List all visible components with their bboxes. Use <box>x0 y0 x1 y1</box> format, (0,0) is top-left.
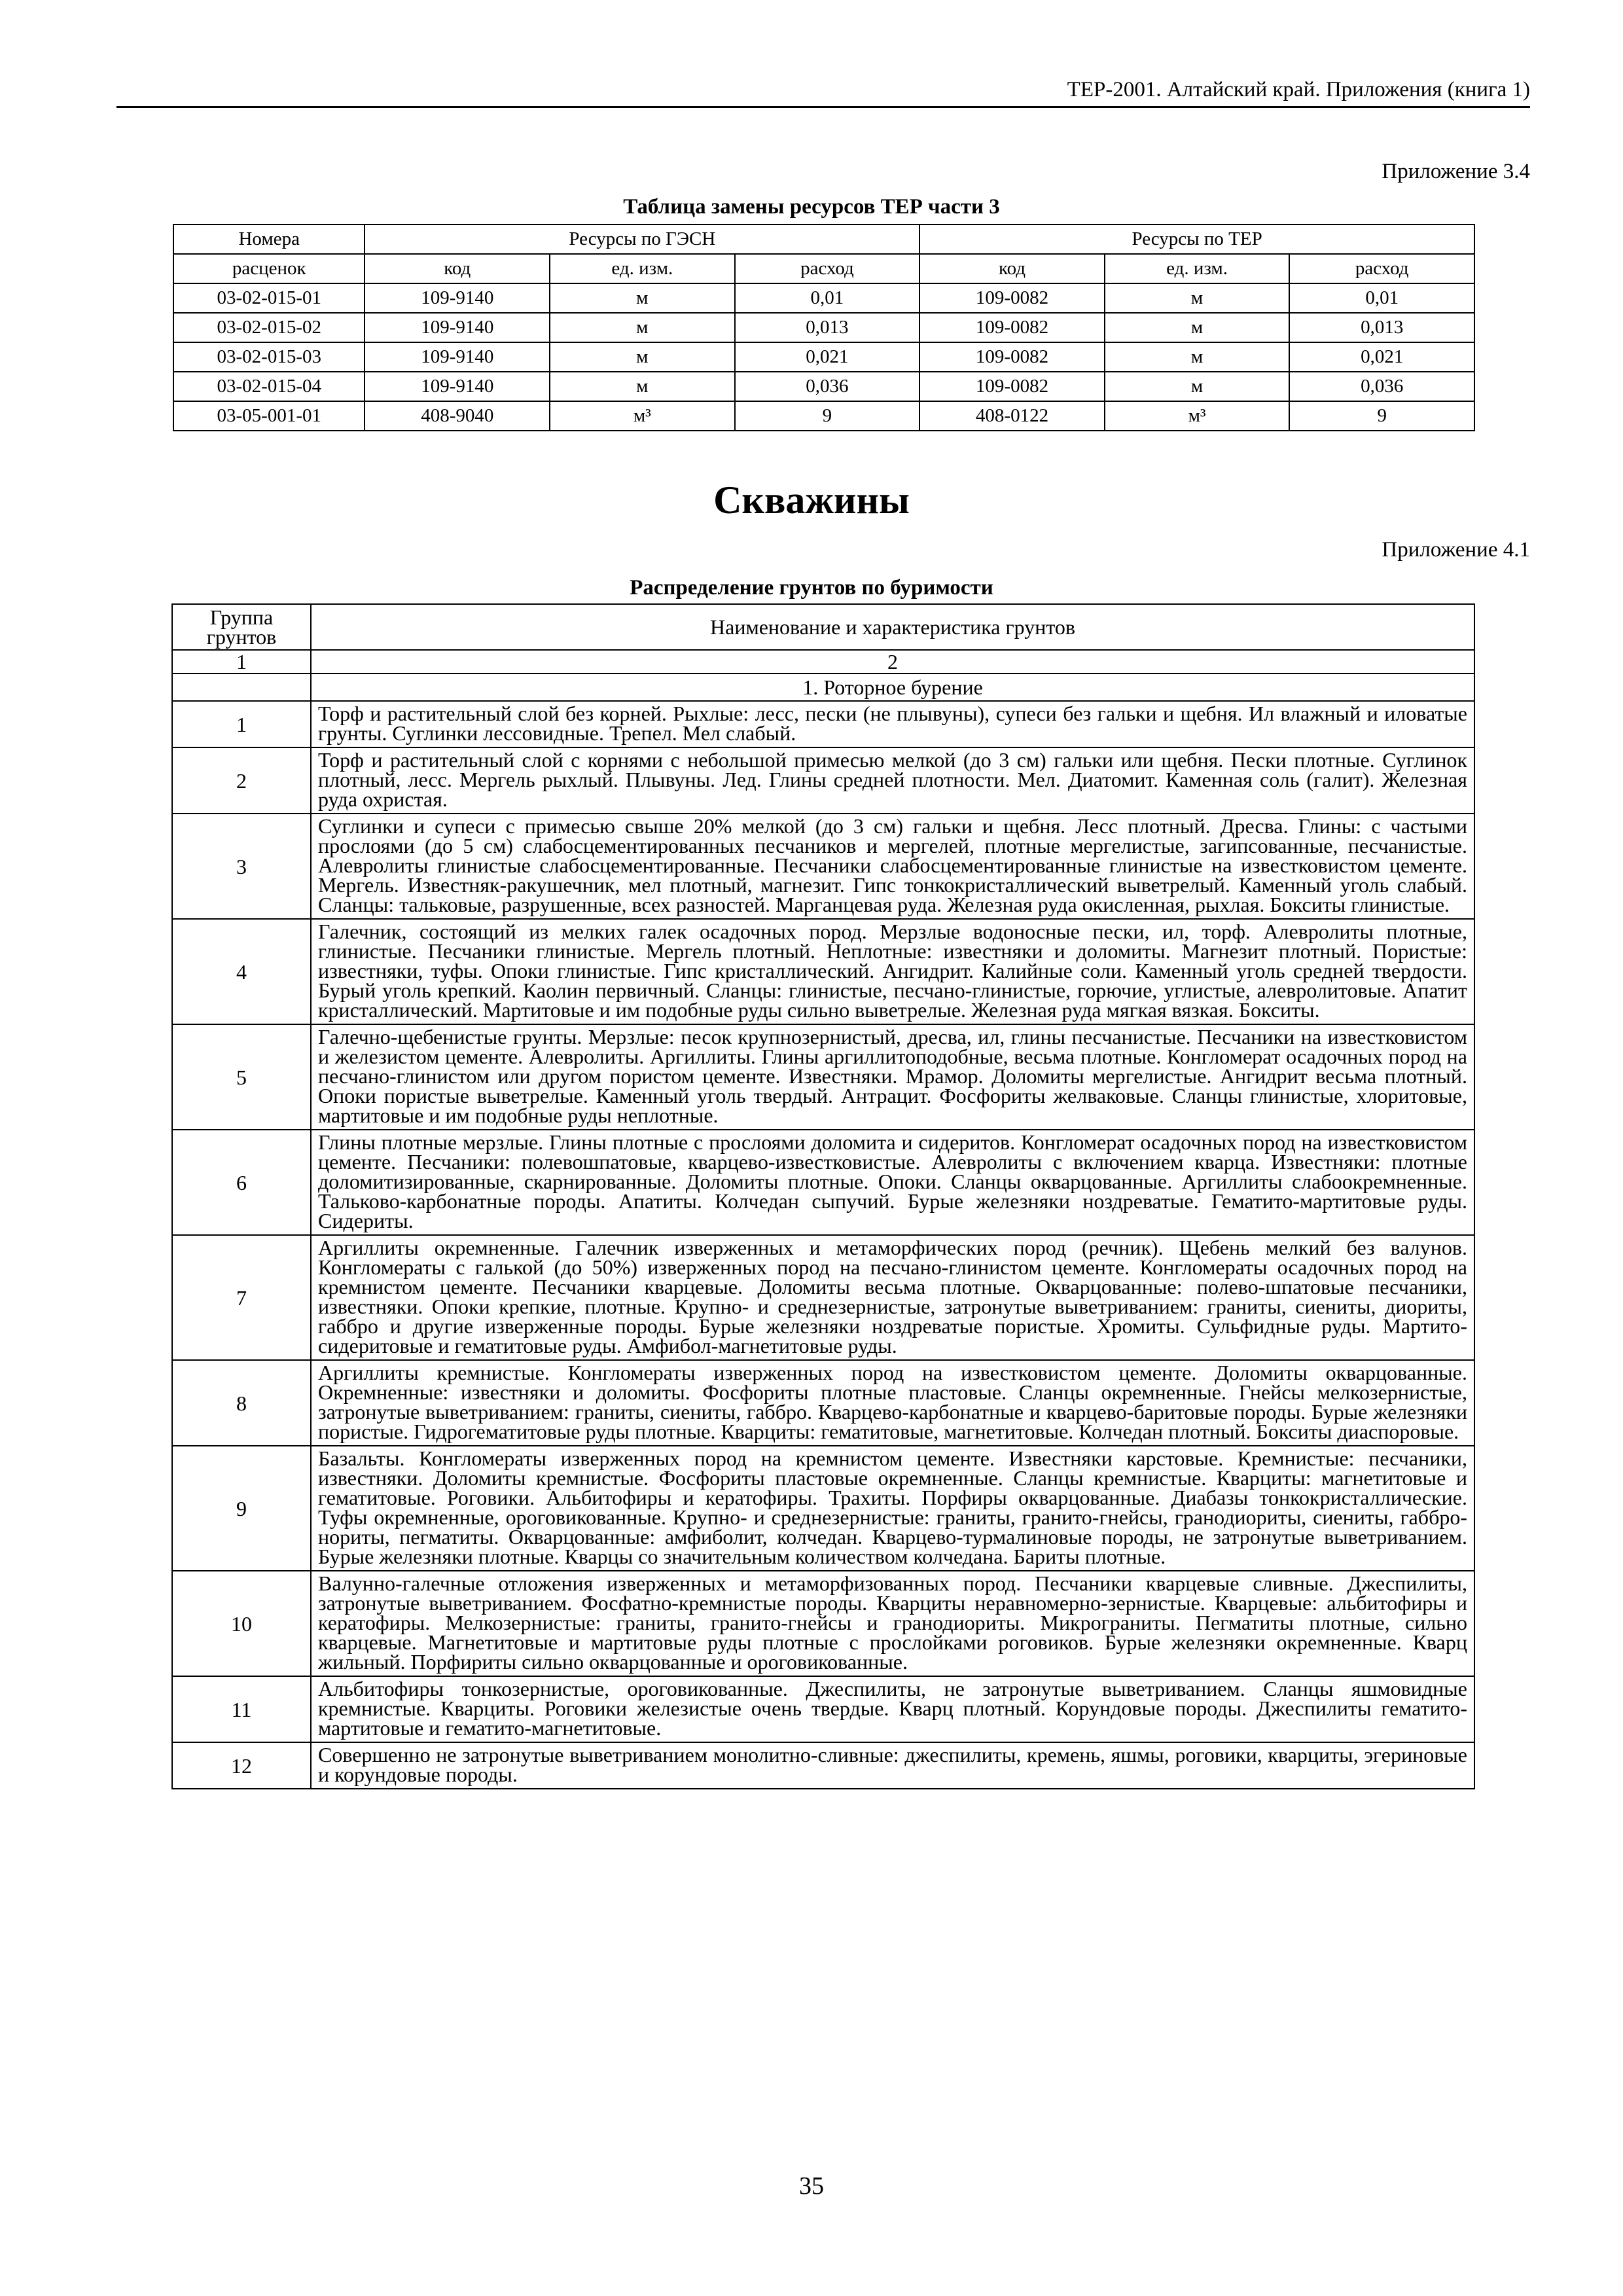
soil-group-row <box>172 747 1474 814</box>
rate-number-cell: 03-02-015-01 <box>173 283 365 313</box>
ter-unit-cell: м <box>1105 313 1290 342</box>
soil-group-number: 5 <box>172 1024 311 1130</box>
rate-number-cell: 03-02-015-02 <box>173 313 365 342</box>
gesn-unit-cell: м <box>550 342 735 372</box>
page-number: 35 <box>799 2172 824 2200</box>
gesn-unit-cell: м <box>550 313 735 342</box>
ter-amount-cell: 0,01 <box>1289 283 1474 313</box>
ter-resources-header: Ресурсы по ТЕР <box>919 224 1474 254</box>
soil-group-number: 12 <box>172 1742 311 1789</box>
gesn-code-header: код <box>365 254 550 283</box>
soil-group-row <box>172 1676 1474 1742</box>
rate-number-cell: 03-02-015-04 <box>173 372 365 401</box>
rotary-drilling-subsection: 1. Роторное бурение <box>311 673 1474 701</box>
soil-group-description: Суглинки и супеси с примесью свыше 20% мелкой (до 3 см) гальки и щебня. Лесс плотный. Дресва. Глины: с частыми прослоями (до 5 см) слабосцементированных песчаников и мергелей, плотные мергелистые, загипсованные, песчанистые. Алевролиты глинистые слабосцементированные. Песчаники слабосцементированные глинистые на известковистом цементе. Мергель. Известняк-ракушечник, мел плотный, магнезит. Гипс тонкокристаллический выветрелый. Каменный уголь слабый. Сланцы: тальковые, разрушенные, всех разностей. Марганцевая руда. Железная руда окисленная, рыхлая. Бокситы глинистые. <box>311 814 1474 919</box>
soil-group-description: Глины плотные мерзлые. Глины плотные с прослоями доломита и сидеритов. Конгломерат осадочных пород на известковистом цементе. Песчаники: полевошпатовые, кварцево-известковистые. Алевролиты с включением кварца. Известняки: плотные доломитизированные, скарнированные. Доломиты плотные. Опоки. Сланцы окварцованные. Аргиллиты слабоокремненные. Тальково-карбонатные породы. Апатиты. Колчедан сыпучий. Бурые железняки ноздреватые. Гематито-мартитовые руды. Сидериты. <box>311 1130 1474 1235</box>
rate-number-cell: 03-05-001-01 <box>173 401 365 431</box>
ter-amount-cell: 0,021 <box>1289 342 1474 372</box>
column-number-2: 2 <box>311 650 1474 673</box>
ter-unit-cell: м <box>1105 342 1290 372</box>
gesn-code-cell: 109-9140 <box>365 283 550 313</box>
resource-table-subheader-row <box>173 254 1474 283</box>
soil-group-description: Альбитофиры тонкозернистые, ороговикованные. Джеспилиты, не затронутые выветриванием. Сланцы яшмовидные кремнистые. Кварциты. Роговики железистые очень твердые. Кварц плотный. Корундовые породы. Джеспилиты гематито-мартитовые и гематито-магнетитовые. <box>311 1676 1474 1742</box>
soil-group-number: 7 <box>172 1235 311 1360</box>
soil-group-description: Аргиллиты кремнистые. Конгломераты изверженных пород на известковистом цементе. Доломиты окварцованные. Окремненные: известняки и доломиты. Фосфориты плотные пластовые. Сланцы окремненные. Гнейсы мелкозернистые, затронутые выветриванием: граниты, сиениты, габбро. Кварцево-карбонатные и кварцево-баритовые породы. Бурые железняки пористые. Гидрогематитовые руды плотные. Кварциты: гематитовые, магнетитовые. Колчедан плотный. Бокситы диаспоровые. <box>311 1360 1474 1446</box>
soil-group-row <box>172 1024 1474 1130</box>
gesn-amount-cell: 0,01 <box>735 283 920 313</box>
soil-group-number: 11 <box>172 1676 311 1742</box>
soil-group-row <box>172 1360 1474 1446</box>
ter-amount-header: расход <box>1289 254 1474 283</box>
ter-unit-header: ед. изм. <box>1105 254 1290 283</box>
soil-group-number: 2 <box>172 747 311 814</box>
running-title: ТЕР-2001. Алтайский край. Приложения (книга 1) <box>1067 78 1530 101</box>
gesn-amount-cell: 0,036 <box>735 372 920 401</box>
rate-number-cell: 03-02-015-03 <box>173 342 365 372</box>
appendix-3-4-label: Приложение 3.4 <box>1382 160 1530 183</box>
resource-table-row <box>173 372 1474 401</box>
section-title: Скважины <box>713 478 910 522</box>
resource-table-row <box>173 342 1474 372</box>
soil-group-number: 8 <box>172 1360 311 1446</box>
ter-code-cell: 109-0082 <box>919 313 1105 342</box>
ter-amount-cell: 0,036 <box>1289 372 1474 401</box>
running-header <box>116 73 1530 108</box>
soil-group-row <box>172 1446 1474 1571</box>
soil-group-row <box>172 1130 1474 1235</box>
ter-code-cell: 109-0082 <box>919 283 1105 313</box>
soil-name-header: Наименование и характеристика грунтов <box>311 604 1474 650</box>
ter-unit-cell: м <box>1105 372 1290 401</box>
gesn-unit-cell: м <box>550 372 735 401</box>
soil-table-header-row <box>172 604 1474 650</box>
column-number-1: 1 <box>172 650 311 673</box>
soil-group-number: 3 <box>172 814 311 919</box>
soil-group-row <box>172 919 1474 1024</box>
soil-table-subsection-row <box>172 673 1474 701</box>
soil-table-column-number-row <box>172 650 1474 673</box>
ter-amount-cell: 9 <box>1289 401 1474 431</box>
gesn-unit-cell: м <box>550 283 735 313</box>
ter-code-cell: 408-0122 <box>919 401 1105 431</box>
gesn-resources-header: Ресурсы по ГЭСН <box>365 224 919 254</box>
soil-group-description: Торф и растительный слой без корней. Рыхлые: лесс, пески (не плывуны), супеси без гальки и щебня. Ил влажный и иловатые грунты. Суглинки лессовидные. Трепел. Мел слабый. <box>311 701 1474 747</box>
soil-group-description: Галечник, состоящий из мелких галек осадочных пород. Мерзлые водоносные пески, ил, торф. Алевролиты плотные, глинистые. Песчаники глинистые. Мергель плотный. Неплотные: известняки и доломиты. Магнезит плотный. Пористые: известняки, туфы. Опоки глинистые. Гипс кристаллический. Ангидрит. Калийные соли. Каменный уголь средней твердости. Бурый уголь крепкий. Каолин первичный. Сланцы: глинистые, песчано-глинистые, горючие, углистые, алевролитовые. Апатит кристаллический. Мартитовые и им подобные руды сильно выветрелые. Железная руда мягкая вязкая. Бокситы. <box>311 919 1474 1024</box>
soil-group-row <box>172 1571 1474 1676</box>
gesn-unit-cell: м³ <box>550 401 735 431</box>
soil-table-caption: Распределение грунтов по буримости <box>630 576 993 600</box>
resource-table-header-row <box>173 224 1474 254</box>
soil-group-row <box>172 701 1474 747</box>
soil-group-description: Торф и растительный слой с корнями с небольшой примесью мелкой (до 3 см) гальки или щебня. Пески плотные. Суглинок плотный, лесс. Мергель рыхлый. Плывуны. Лед. Глины средней плотности. Мел. Диатомит. Каменная соль (галит). Железная руда охристая. <box>311 747 1474 814</box>
resource-replacement-table <box>173 224 1475 431</box>
soil-group-description: Аргиллиты окремненные. Галечник изверженных и метаморфических пород (речник). Щебень мелкий без валунов. Конгломераты с галькой (до 50%) изверженных пород на песчано-глинистом цементе. Конгломераты осадочных пород на кремнистом цементе. Песчаники кварцевые. Доломиты весьма плотные. Окварцованные: полево-шпатовые песчаники, известняки. Опоки крепкие, плотные. Крупно- и среднезернистые, затронутые выветриванием: граниты, сиениты, диориты, габбро и другие изверженные породы. Бурые железняки ноздреватые пористые. Хромиты. Сульфидные руды. Мартито-сидеритовые и гематитовые руды. Амфибол-магнетитовые руды. <box>311 1235 1474 1360</box>
resource-table-caption: Таблица замены ресурсов ТЕР части 3 <box>623 195 1000 219</box>
soil-group-number: 10 <box>172 1571 311 1676</box>
soil-group-header: Группа грунтов <box>172 604 311 650</box>
soil-group-row <box>172 1742 1474 1789</box>
ter-unit-cell: м³ <box>1105 401 1290 431</box>
ter-code-cell: 109-0082 <box>919 342 1105 372</box>
resource-table-row <box>173 401 1474 431</box>
soil-group-number: 9 <box>172 1446 311 1571</box>
resource-table-row <box>173 283 1474 313</box>
soil-group-row <box>172 814 1474 919</box>
resource-table-row <box>173 313 1474 342</box>
gesn-amount-cell: 0,021 <box>735 342 920 372</box>
soil-group-description: Галечно-щебенистые грунты. Мерзлые: песок крупнозернистый, дресва, ил, глины песчанистые. Песчаники на известковистом и железистом цементе. Алевролиты. Аргиллиты. Глины аргиллитоподобные, весьма плотные. Конгломерат осадочных пород на песчано-глинистом или другом пористом цементе. Известняки. Мрамор. Доломиты мергелистые. Ангидрит весьма плотный. Опоки пористые выветрелые. Каменный уголь твердый. Антрацит. Фосфориты желваковые. Сланцы глинистые, хлоритовые, мартитовые и им подобные руды неплотные. <box>311 1024 1474 1130</box>
gesn-amount-cell: 0,013 <box>735 313 920 342</box>
rate-number-subheader: расценок <box>173 254 365 283</box>
appendix-4-1-label: Приложение 4.1 <box>1382 538 1530 562</box>
soil-group-number: 6 <box>172 1130 311 1235</box>
soil-group-description: Совершенно не затронутые выветриванием монолитно-сливные: джеспилиты, кремень, яшмы, роговики, кварциты, эгериновые и корундовые породы. <box>311 1742 1474 1789</box>
gesn-code-cell: 408-9040 <box>365 401 550 431</box>
soil-group-number: 4 <box>172 919 311 1024</box>
gesn-unit-header: ед. изм. <box>550 254 735 283</box>
soil-group-description: Базальты. Конгломераты изверженных пород на кремнистом цементе. Известняки карстовые. Кремнистые: песчаники, известняки. Доломиты кремнистые. Фосфориты пластовые окремненные. Сланцы кремнистые. Кварциты: магнетитовые и гематитовые. Роговики. Альбитофиры и кератофиры. Трахиты. Порфиры окварцованные. Диабазы тонкокристаллические. Туфы окремненные, ороговикованные. Крупно- и среднезернистые: граниты, гранито-гнейсы, гранодиориты, сиениты, габбро-нориты, пегматиты. Окварцованные: амфиболит, колчедан. Кварцево-турмалиновые породы, не затронутые выветриванием. Бурые железняки плотные. Кварцы со значительным количеством колчедана. Бариты плотные. <box>311 1446 1474 1571</box>
soil-group-number: 1 <box>172 701 311 747</box>
soil-group-description: Валунно-галечные отложения изверженных и метаморфизованных пород. Песчаники кварцевые сливные. Джеспилиты, затронутые выветриванием. Фосфатно-кремнистые породы. Кварциты неравномерно-зернистые. Кварцевые: альбитофиры и кератофиры. Мелкозернистые: граниты, гранито-гнейсы и гранодиориты. Микрограниты. Пегматиты плотные, сильно кварцевые. Магнетитовые и мартитовые руды плотные с прослойками роговиков. Бурые железняки окремненные. Кварц жильный. Порфириты сильно окварцованные и ороговикованные. <box>311 1571 1474 1676</box>
ter-code-header: код <box>919 254 1105 283</box>
gesn-code-cell: 109-9140 <box>365 342 550 372</box>
soil-group-row <box>172 1235 1474 1360</box>
gesn-code-cell: 109-9140 <box>365 372 550 401</box>
rate-number-header: Номера <box>173 224 365 254</box>
soil-drillability-table <box>171 603 1475 1789</box>
ter-code-cell: 109-0082 <box>919 372 1105 401</box>
ter-amount-cell: 0,013 <box>1289 313 1474 342</box>
empty-cell <box>172 673 311 701</box>
gesn-code-cell: 109-9140 <box>365 313 550 342</box>
ter-unit-cell: м <box>1105 283 1290 313</box>
gesn-amount-cell: 9 <box>735 401 920 431</box>
gesn-amount-header: расход <box>735 254 920 283</box>
